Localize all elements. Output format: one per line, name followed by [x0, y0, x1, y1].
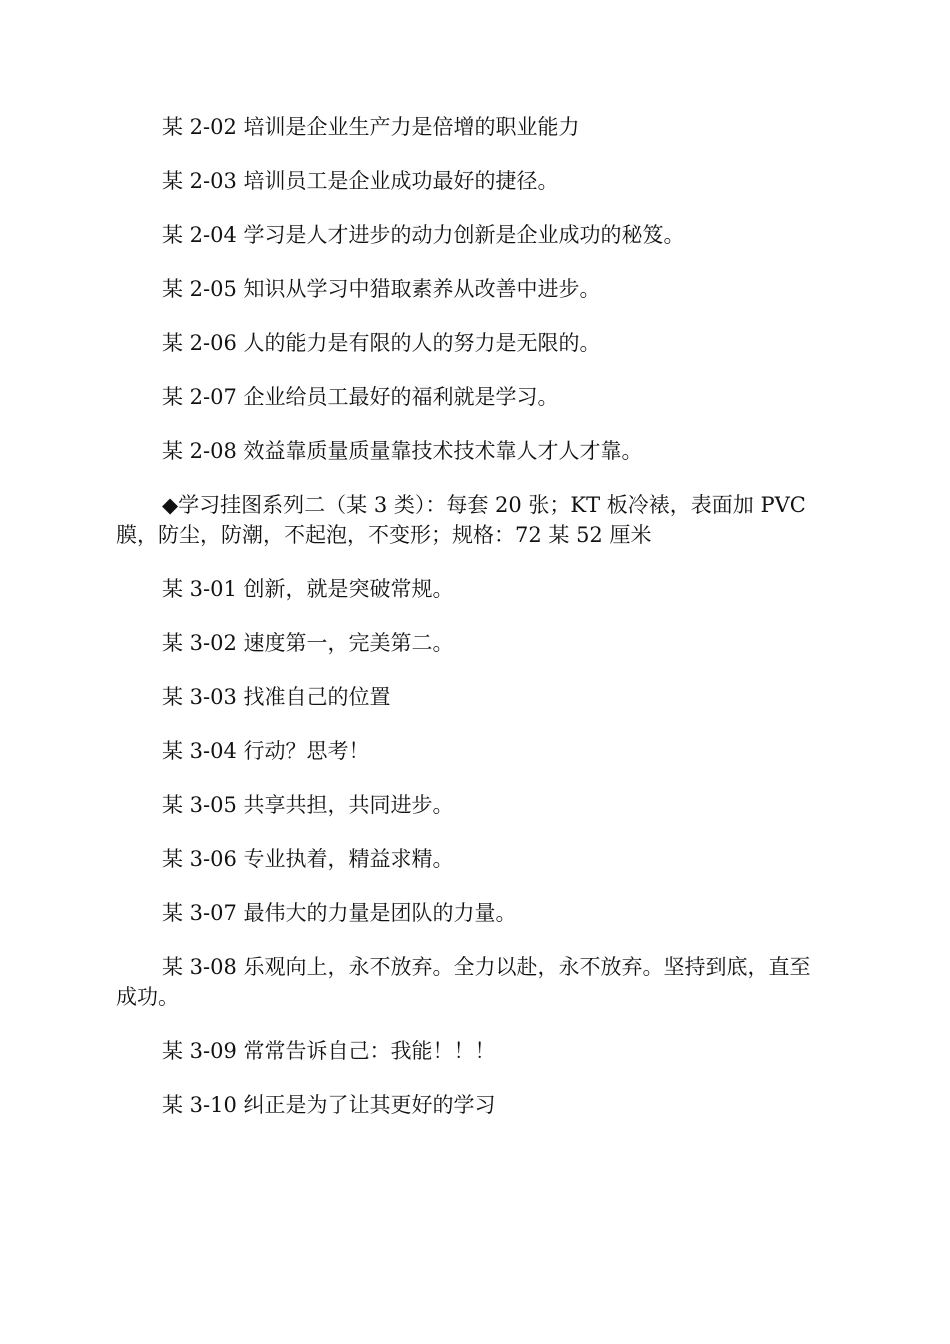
paragraph-2-05: 某 2-05 知识从学习中猎取素养从改善中进步。 [162, 277, 601, 301]
paragraph-2-06: 某 2-06 人的能力是有限的人的努力是无限的。 [162, 331, 601, 355]
paragraph-3-09: 某 3-09 常常告诉自己：我能！！！ [162, 1039, 496, 1063]
paragraph-3-07: 某 3-07 最伟大的力量是团队的力量。 [162, 901, 517, 925]
paragraph-2-02: 某 2-02 培训是企业生产力是倍增的职业能力 [162, 115, 580, 139]
paragraph-3-10: 某 3-10 纠正是为了让其更好的学习 [162, 1093, 496, 1117]
paragraph-3-02: 某 3-02 速度第一，完美第二。 [162, 631, 454, 655]
paragraph-3-08: 某 3-08 乐观向上，永不放弃。全力以赴，永不放弃。坚持到底，直至成功。 [116, 955, 811, 1009]
paragraph-2-03: 某 2-03 培训员工是企业成功最好的捷径。 [162, 169, 559, 193]
series-two-description: ◆学习挂图系列二（某 3 类）：每套 20 张；KT 板冷裱，表面加 PVC 膜，防尘，防潮，不起泡，不变形；规格：72 某 52 厘米 [116, 493, 806, 547]
paragraph-3-05: 某 3-05 共享共担，共同进步。 [162, 793, 454, 817]
paragraph-2-07: 某 2-07 企业给员工最好的福利就是学习。 [162, 385, 559, 409]
document-body [116, 112, 828, 1144]
paragraph-3-03: 某 3-03 找准自己的位置 [162, 685, 391, 709]
paragraph-3-04: 某 3-04 行动？思考！ [162, 739, 370, 763]
paragraph-2-04: 某 2-04 学习是人才进步的动力创新是企业成功的秘笈。 [162, 223, 685, 247]
paragraph-3-06: 某 3-06 专业执着，精益求精。 [162, 847, 454, 871]
paragraph-2-08: 某 2-08 效益靠质量质量靠技术技术靠人才人才靠。 [162, 439, 643, 463]
paragraph-3-01: 某 3-01 创新，就是突破常规。 [162, 577, 454, 601]
